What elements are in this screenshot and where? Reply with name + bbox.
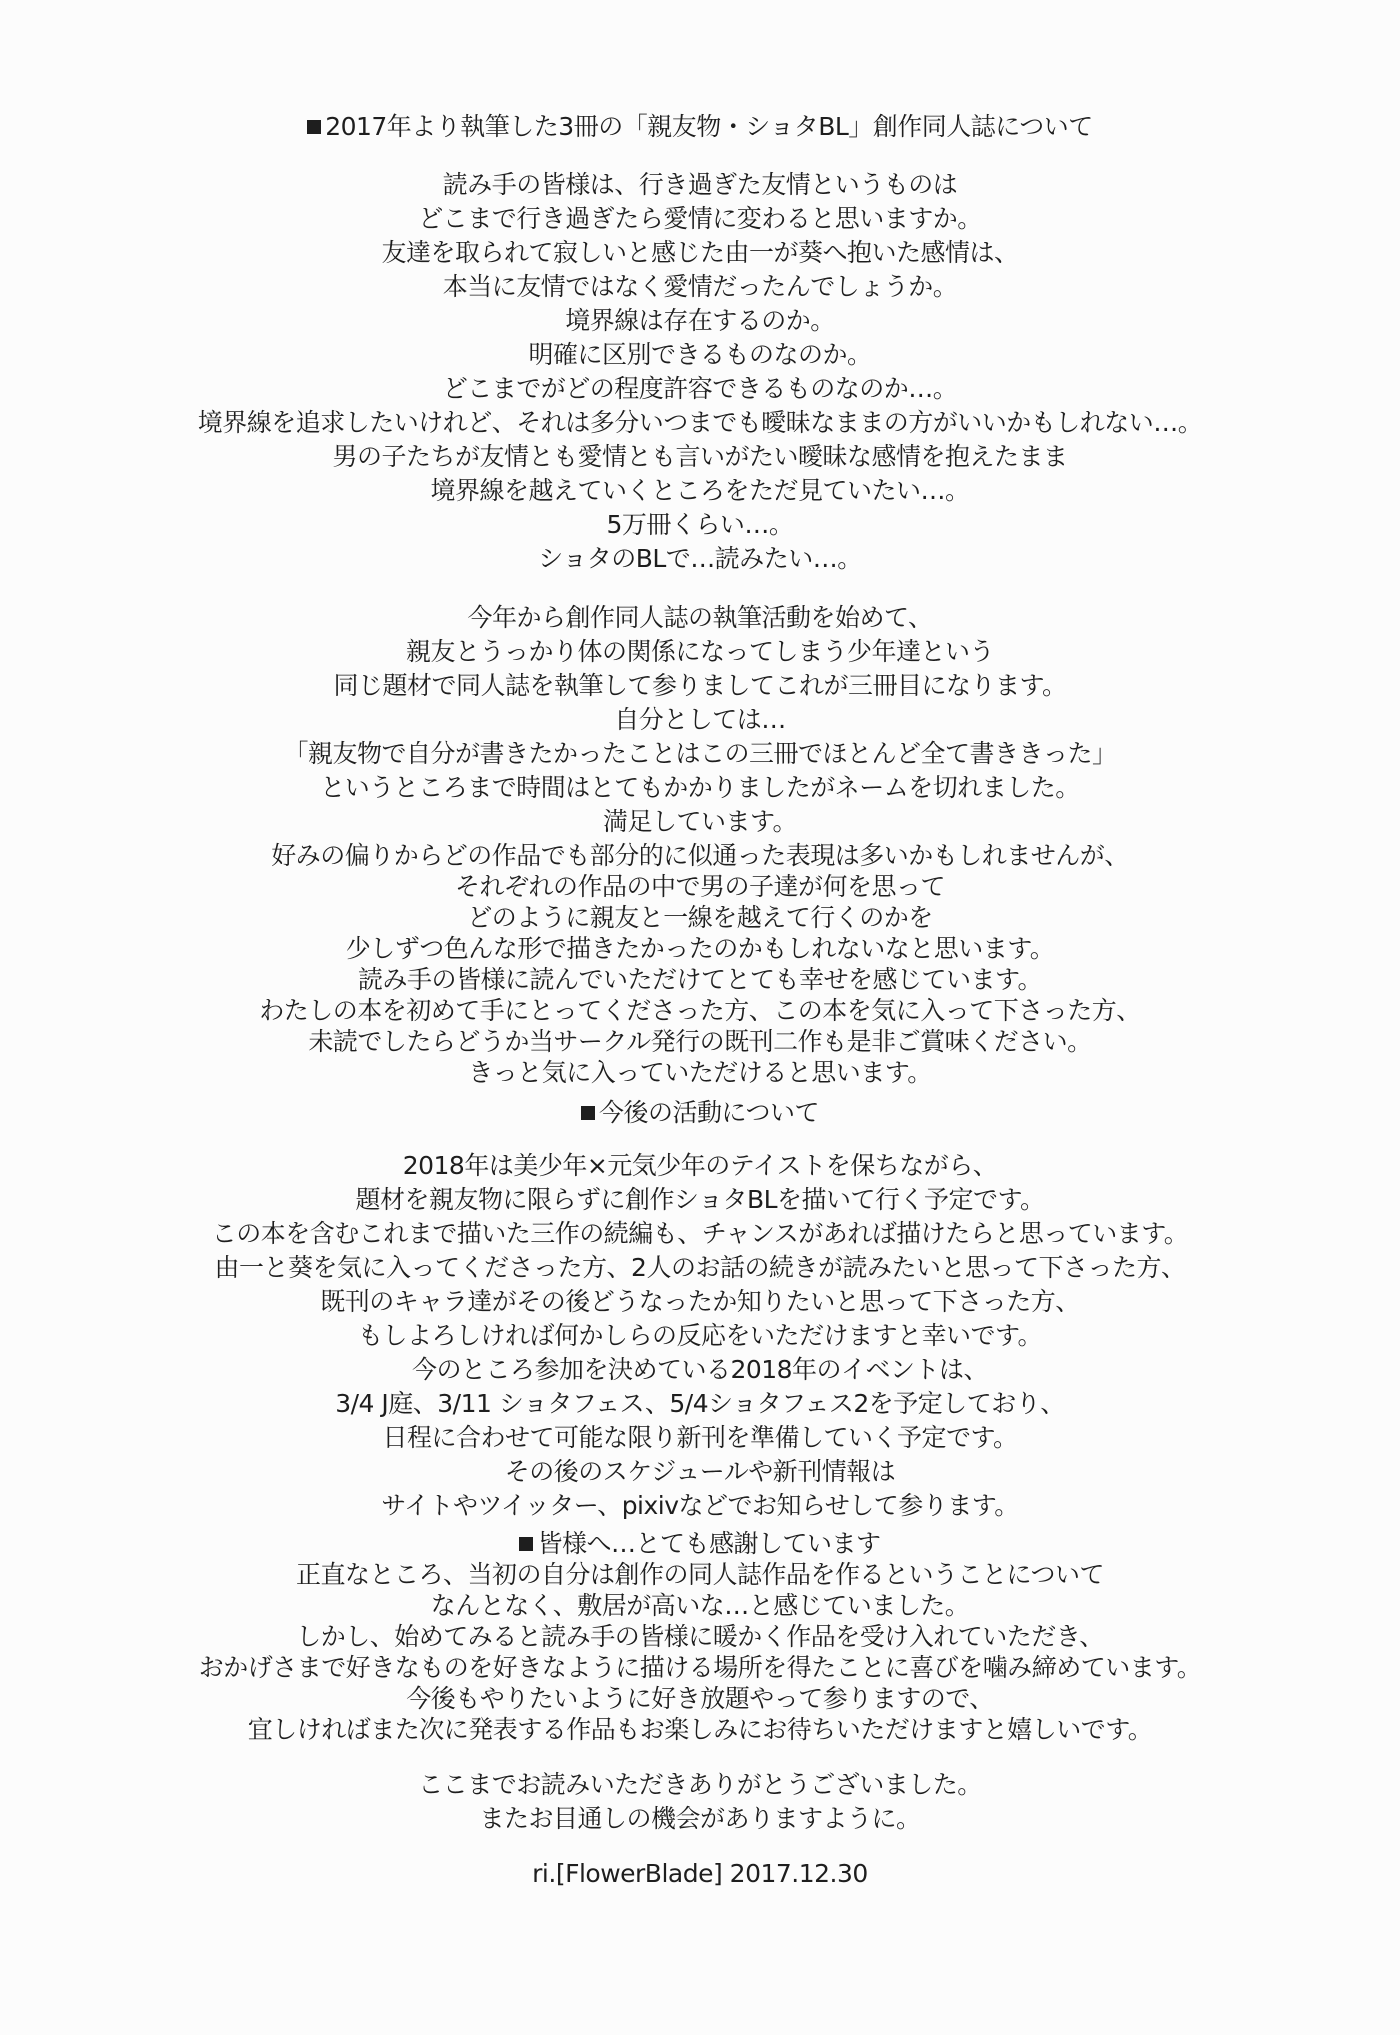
text-line: 2018年は美少年×元気少年のテイストを保ちながら、 <box>402 1151 998 1180</box>
text-line: 明確に区別できるものなのか。 <box>528 340 872 369</box>
section-heading-3 <box>0 1528 1400 1559</box>
section-heading-1 <box>0 110 1400 144</box>
heading-text: 今後の活動について <box>598 1098 819 1127</box>
paragraph <box>0 1768 1400 1836</box>
square-bullet-icon <box>307 120 321 134</box>
text-line: 同じ題材で同人誌を執筆して参りましてこれが三冊目になります。 <box>333 671 1067 700</box>
text-line: おかげさまで好きなものを好きなように描ける場所を得たことに喜びを噛み締めています。 <box>198 1653 1202 1682</box>
section-heading-2 <box>0 1096 1400 1130</box>
text-line: それぞれの作品の中で男の子達が何を思って <box>454 872 945 901</box>
text-line: 5万冊くらい…。 <box>606 510 794 539</box>
text-line: 読み手の皆様は、行き過ぎた友情というものは <box>442 170 958 199</box>
text-line: 3/4 J庭、3/11 ショタフェス、5/4ショタフェス2を予定しており、 <box>335 1389 1065 1418</box>
text-line: その後のスケジュールや新刊情報は <box>504 1457 896 1486</box>
text-line: 日程に合わせて可能な限り新刊を準備していく予定です。 <box>382 1423 1018 1452</box>
text-line: 読み手の皆様に読んでいただけてとても幸せを感じています。 <box>357 965 1042 994</box>
text-line: 今後もやりたいように好き放題やって参りますので、 <box>406 1684 994 1713</box>
text-line: 題材を親友物に限らずに創作ショタBLを描いて行く予定です。 <box>355 1185 1045 1214</box>
text-line: 本当に友情ではなく愛情だったんでしょうか。 <box>442 272 958 301</box>
text-line: もしよろしければ何かしらの反応をいただけますと幸いです。 <box>357 1321 1042 1350</box>
text-line: 「親友物で自分が書きたかったことはこの三冊でほとんど全て書ききった」 <box>283 739 1117 768</box>
section-3 <box>0 1528 1400 1745</box>
text-line: 境界線を追求したいけれど、それは多分いつまでも曖昧なままの方がいいかもしれない…。 <box>197 408 1203 437</box>
text-line: 既刊のキャラ達がその後どうなったか知りたいと思って下さった方、 <box>320 1287 1080 1316</box>
text-line: 男の子たちが友情とも愛情とも言いがたい曖昧な感情を抱えたまま <box>332 442 1068 471</box>
text-line: 満足しています。 <box>602 807 797 836</box>
text-line: 未読でしたらどうか当サークル発行の既刊二作も是非ご賞味ください。 <box>308 1027 1092 1056</box>
text-line: 友達を取られて寂しいと感じた由一が葵へ抱いた感情は、 <box>381 238 1019 267</box>
text-line: 宜しければまた次に発表する作品もお楽しみにお待ちいただけますと嬉しいです。 <box>247 1715 1153 1744</box>
text-line: どのように親友と一線を越えて行くのかを <box>467 903 933 932</box>
text-line: 少しずつ色んな形で描きたかったのかもしれないなと思います。 <box>345 934 1055 963</box>
text-line: サイトやツイッター、pixivなどでお知らせして参ります。 <box>381 1491 1019 1520</box>
text-line: わたしの本を初めて手にとってくださった方、この本を気に入って下さった方、 <box>259 996 1141 1025</box>
square-bullet-icon <box>519 1537 533 1551</box>
text-line: どこまでがどの程度許容できるものなのか…。 <box>442 374 958 403</box>
paragraph <box>0 1149 1400 1523</box>
text-line: というところまで時間はとてもかかりましたがネームを切れました。 <box>320 773 1080 802</box>
paragraph <box>0 168 1400 576</box>
text-line: 正直なところ、当初の自分は創作の同人誌作品を作るということについて <box>295 1560 1104 1589</box>
text-line: ここまでお読みいただきありがとうございました。 <box>418 1770 982 1799</box>
text-line: どこまで行き過ぎたら愛情に変わると思いますか。 <box>418 204 982 233</box>
text-line: 自分としては… <box>614 705 786 734</box>
text-line: またお目通しの機会がありますように。 <box>479 1804 921 1833</box>
text-line: なんとなく、敷居が高いな…と感じていました。 <box>430 1591 970 1620</box>
text-line: 由一と葵を気に入ってくださった方、2人のお話の続きが読みたいと思って下さった方、 <box>214 1253 1186 1282</box>
text-line: 親友とうっかり体の関係になってしまう少年達という <box>405 637 994 666</box>
square-bullet-icon <box>581 1106 595 1120</box>
heading-text: 皆様へ…とても感謝しています <box>537 1529 881 1558</box>
heading-text: 2017年より執筆した3冊の「親友物・ショタBL」創作同人誌について <box>325 112 1093 141</box>
text-line: 今のところ参加を決めている2018年のイベントは、 <box>411 1355 989 1384</box>
paragraph <box>0 840 1400 1088</box>
text-line: 境界線は存在するのか。 <box>565 306 835 335</box>
text-line: しかし、始めてみると読み手の皆様に暖かく作品を受け入れていただき、 <box>296 1622 1104 1651</box>
text-line: 好みの偏りからどの作品でも部分的に似通った表現は多いかもしれませんが、 <box>271 841 1129 870</box>
signature-text: ri.[FlowerBlade] 2017.12.30 <box>532 1859 868 1888</box>
signature <box>0 1857 1400 1891</box>
text-line: 境界線を越えていくところをただ見ていたい…。 <box>430 476 970 505</box>
paragraph <box>0 601 1400 839</box>
text-line: ショタのBLで…読みたい…。 <box>538 544 862 573</box>
text-line: きっと気に入っていただけると思います。 <box>468 1058 932 1087</box>
text-line: この本を含むこれまで描いた三作の続編も、チャンスがあれば描けたらと思っています。 <box>211 1219 1189 1248</box>
paragraph <box>0 1559 1400 1745</box>
text-line: 今年から創作同人誌の執筆活動を始めて、 <box>467 603 933 632</box>
